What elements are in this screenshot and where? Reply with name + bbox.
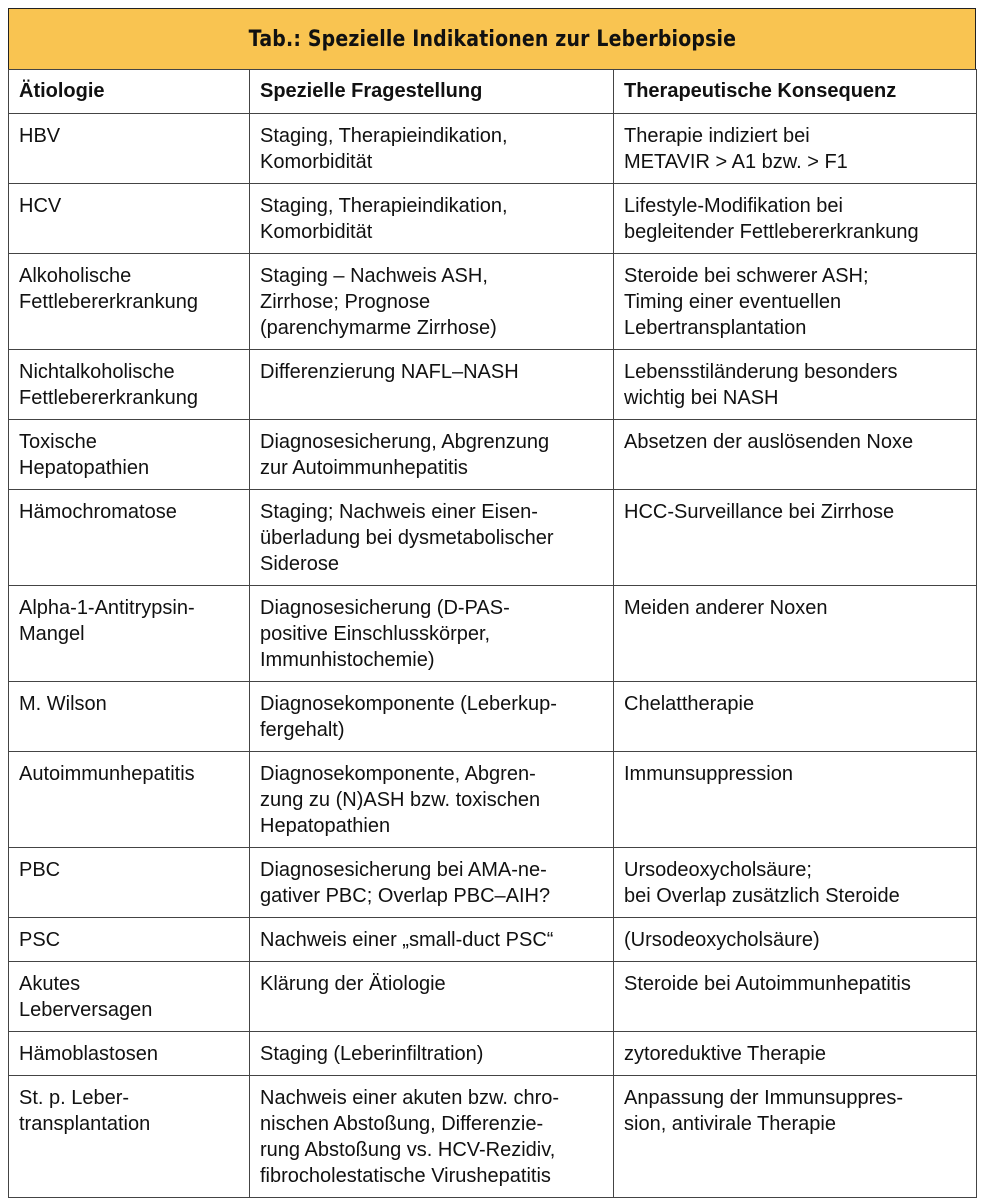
table-title-bar: [8, 8, 976, 69]
cell-konsequenz: Chelattherapie: [614, 682, 977, 752]
table-row: [9, 184, 977, 254]
cell-konsequenz: Lifestyle-Modifikation bei begleitender Fettlebererkrankung: [614, 184, 977, 254]
cell-konsequenz: Steroide bei Autoimmunhepatitis: [614, 962, 977, 1032]
cell-fragestellung: Diagnosesicherung bei AMA-ne- gativer PBC; Overlap PBC–AIH?: [250, 848, 614, 918]
table-row: [9, 848, 977, 918]
cell-konsequenz: HCC-Surveillance bei Zirrhose: [614, 490, 977, 586]
cell-konsequenz: Therapie indiziert bei METAVIR > A1 bzw. > F1: [614, 114, 977, 184]
cell-aetiologie: HCV: [9, 184, 250, 254]
table-title: Tab.: Spezielle Indikationen zur Leberbiopsie: [248, 26, 736, 52]
cell-aetiologie: M. Wilson: [9, 682, 250, 752]
cell-aetiologie: Nichtalkoholische Fettlebererkrankung: [9, 350, 250, 420]
indications-table-container: [8, 8, 976, 1198]
table-body: [9, 114, 977, 1198]
cell-fragestellung: Diagnosesicherung, Abgrenzung zur Autoimmunhepatitis: [250, 420, 614, 490]
cell-aetiologie: Hämoblastosen: [9, 1032, 250, 1076]
column-header-aetiologie: Ätiologie: [9, 70, 250, 114]
cell-konsequenz: Lebensstiländerung besonders wichtig bei NASH: [614, 350, 977, 420]
table-row: [9, 420, 977, 490]
cell-fragestellung: Staging (Leberinfiltration): [250, 1032, 614, 1076]
cell-aetiologie: Akutes Leberversagen: [9, 962, 250, 1032]
cell-fragestellung: Diagnosekomponente, Abgren- zung zu (N)ASH bzw. toxischen Hepatopathien: [250, 752, 614, 848]
cell-konsequenz: Immunsuppression: [614, 752, 977, 848]
cell-fragestellung: Diagnosesicherung (D-PAS- positive Einschlusskörper, Immunhistochemie): [250, 586, 614, 682]
cell-aetiologie: St. p. Leber- transplantation: [9, 1076, 250, 1198]
cell-konsequenz: zytoreduktive Therapie: [614, 1032, 977, 1076]
cell-aetiologie: PSC: [9, 918, 250, 962]
table-row: [9, 254, 977, 350]
table-row: [9, 490, 977, 586]
table-row: [9, 962, 977, 1032]
table-row: [9, 918, 977, 962]
cell-fragestellung: Staging, Therapieindikation, Komorbidität: [250, 184, 614, 254]
cell-aetiologie: Alpha-1-Antitrypsin- Mangel: [9, 586, 250, 682]
table-row: [9, 586, 977, 682]
cell-fragestellung: Nachweis einer „small-duct PSC“: [250, 918, 614, 962]
cell-konsequenz: Meiden anderer Noxen: [614, 586, 977, 682]
cell-aetiologie: HBV: [9, 114, 250, 184]
cell-fragestellung: Differenzierung NAFL–NASH: [250, 350, 614, 420]
cell-fragestellung: Staging – Nachweis ASH, Zirrhose; Prognose (parenchymarme Zirrhose): [250, 254, 614, 350]
column-header-konsequenz: Therapeutische Konsequenz: [614, 70, 977, 114]
cell-konsequenz: Steroide bei schwerer ASH; Timing einer eventuellen Lebertransplantation: [614, 254, 977, 350]
indications-table: [8, 69, 977, 1198]
cell-aetiologie: Toxische Hepatopathien: [9, 420, 250, 490]
cell-fragestellung: Staging; Nachweis einer Eisen- überladung bei dysmetabolischer Siderose: [250, 490, 614, 586]
cell-konsequenz: Absetzen der auslösenden Noxe: [614, 420, 977, 490]
cell-aetiologie: Alkoholische Fettlebererkrankung: [9, 254, 250, 350]
cell-konsequenz: Anpassung der Immunsuppres- sion, antivirale Therapie: [614, 1076, 977, 1198]
cell-konsequenz: (Ursodeoxycholsäure): [614, 918, 977, 962]
cell-fragestellung: Klärung der Ätiologie: [250, 962, 614, 1032]
cell-fragestellung: Nachweis einer akuten bzw. chro- nischen Abstoßung, Differenzie- rung Abstoßung vs. HCV-Rezidiv, fibrocholestatische Virushepatitis: [250, 1076, 614, 1198]
table-row: [9, 682, 977, 752]
table-row: [9, 114, 977, 184]
header-row: [9, 70, 977, 114]
table-row: [9, 350, 977, 420]
cell-fragestellung: Staging, Therapieindikation, Komorbidität: [250, 114, 614, 184]
table-row: [9, 1032, 977, 1076]
cell-aetiologie: PBC: [9, 848, 250, 918]
cell-aetiologie: Hämochromatose: [9, 490, 250, 586]
cell-aetiologie: Autoimmunhepatitis: [9, 752, 250, 848]
cell-fragestellung: Diagnosekomponente (Leberkup- fergehalt): [250, 682, 614, 752]
column-header-fragestellung: Spezielle Fragestellung: [250, 70, 614, 114]
cell-konsequenz: Ursodeoxycholsäure; bei Overlap zusätzlich Steroide: [614, 848, 977, 918]
table-row: [9, 1076, 977, 1198]
table-row: [9, 752, 977, 848]
